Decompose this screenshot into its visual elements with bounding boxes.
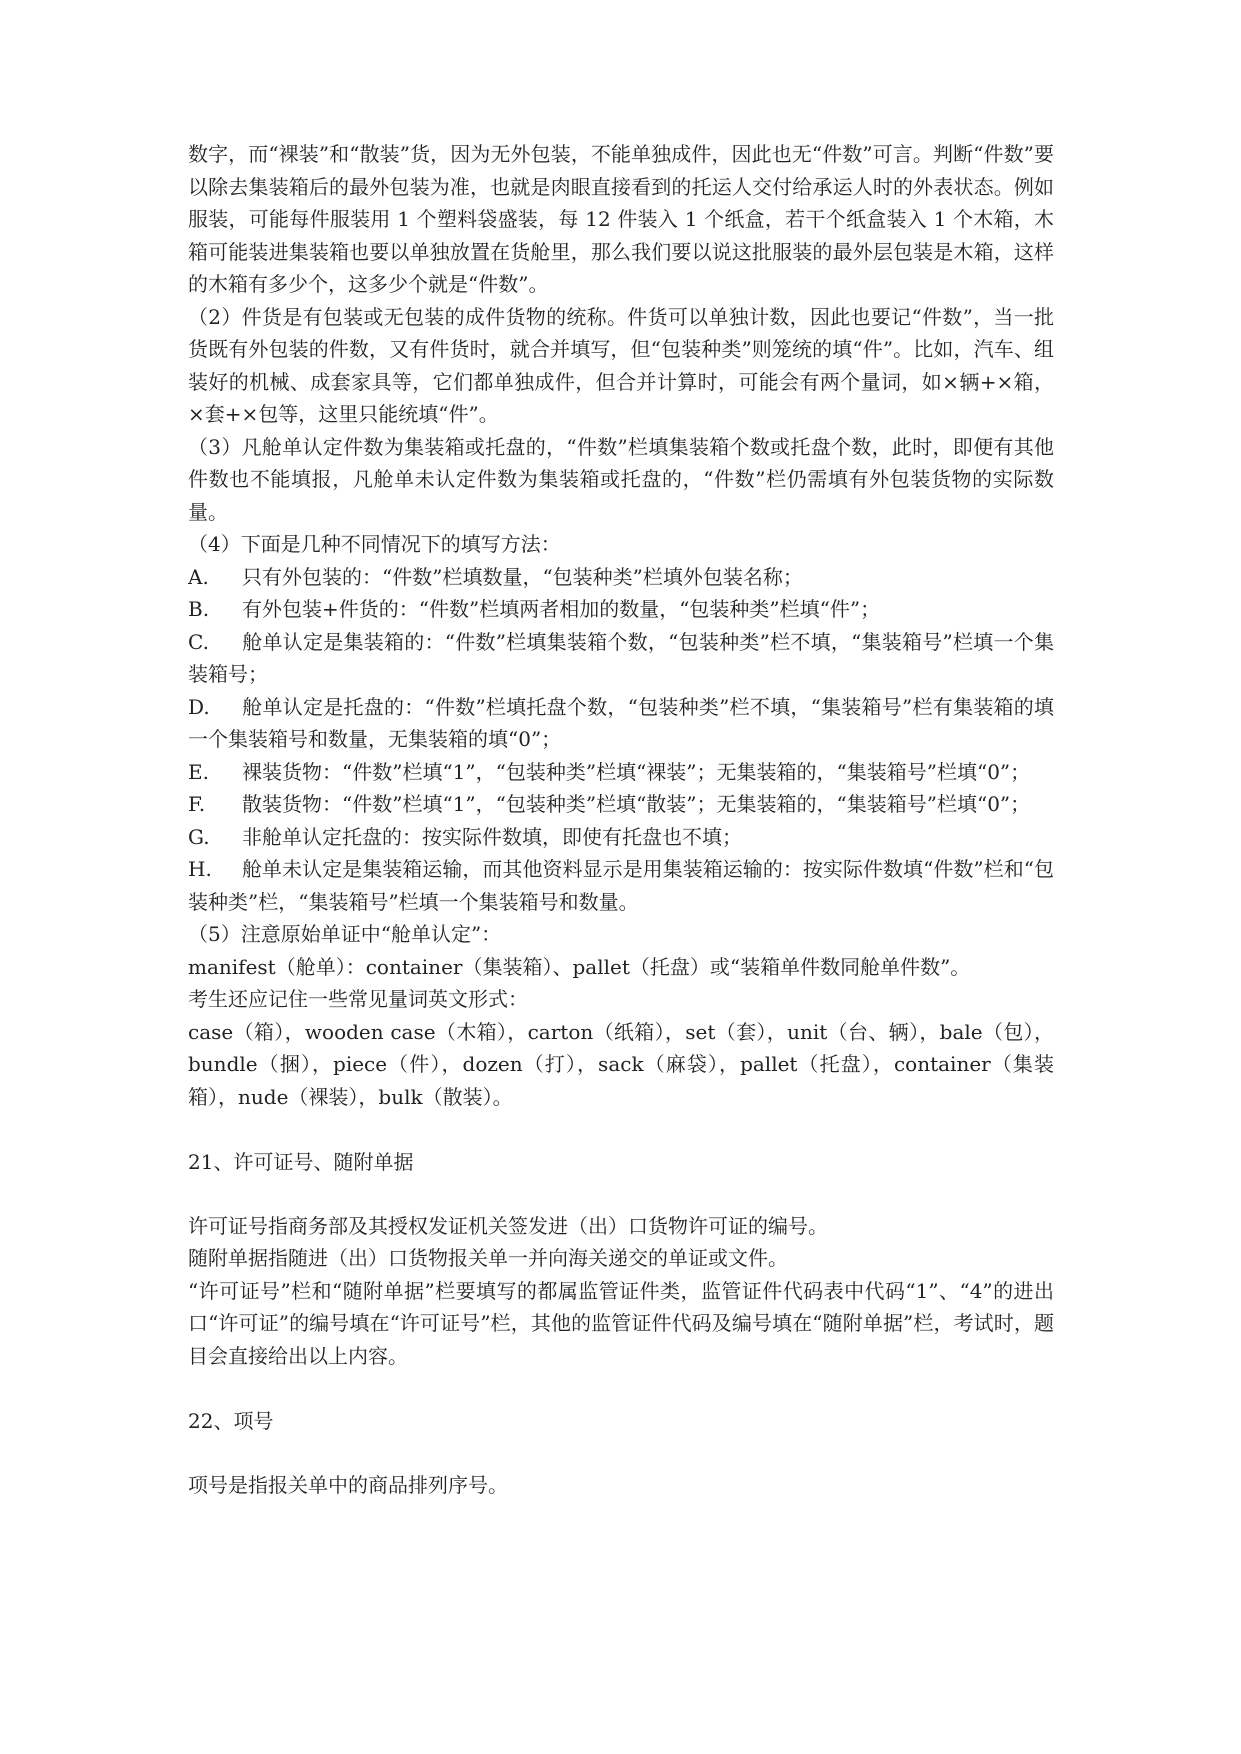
case-letter: G. [188,824,210,849]
case-item-f [188,788,1054,821]
case-letter: B. [188,597,210,621]
case-item-g [188,821,1054,854]
section-21-line-2: 随附单据指随进（出）口货物报关单一并向海关递交的单证或文件。 [188,1246,788,1270]
case-item-b [188,593,1054,626]
point-4-intro: （4）下面是几种不同情况下的填写方法： [188,532,561,556]
section-21-line-1: 许可证号指商务部及其授权发证机关签发进（出）口货物许可证的编号。 [188,1213,828,1238]
case-letter: F. [188,792,206,816]
section-22-heading: 22、项号 [188,1409,274,1433]
case-letter: A. [188,564,209,589]
document-page [188,138,1054,1501]
case-text: 舱单认定是集装箱的：“件数”栏填集装箱个数，“包装种类”栏不填，“集装箱号”栏填一个集装箱号； [188,629,1054,686]
case-text: 裸装货物：“件数”栏填“1”，“包装种类”栏填“裸装”；无集装箱的，“集装箱号”栏填“0”； [242,759,1031,784]
case-letter: H. [188,857,212,881]
case-text: 有外包装+件货的：“件数”栏填两者相加的数量，“包装种类”栏填“件”； [242,597,881,621]
point-2-paragraph: （2）件货是有包装或无包装的成件货物的统称。件货可以单独计数，因此也要记“件数”，当一批货既有外包装的件数，又有件货时，就合并填写，但“包装种类”则笼统的填“件”。比如，汽车、组装好的机械、成套家具等，它们都单独成件，但合并计算时，可能会有两个量词，如×辆+×箱，×套+×包等，这里只能统填“件”。 [188,304,1054,426]
section-21-heading: 21、许可证号、随附单据 [188,1150,414,1174]
case-text: 舱单认定是托盘的：“件数”栏填托盘个数，“包装种类”栏不填，“集装箱号”栏有集装箱的填一个集装箱号和数量，无集装箱的填“0”； [188,694,1054,751]
cases-list [188,561,1054,919]
point-3-paragraph: （3）凡舱单认定件数为集装箱或托盘的，“件数”栏填集装箱个数或托盘个数，此时，即便有其他件数也不能填报，凡舱单未认定件数为集装箱或托盘的，“件数”栏仍需填有外包装货物的实际数量。 [188,434,1054,524]
case-text: 只有外包装的：“件数”栏填数量，“包装种类”栏填外包装名称； [242,564,803,589]
case-item-d [188,691,1054,756]
manifest-line: manifest（舱单）：container（集装箱）、pallet（托盘）或“装箱单件数同舱单件数”。 [188,954,971,979]
case-item-a [188,561,1054,594]
case-letter: C. [188,629,209,654]
reminder-line: 考生还应记住一些常见量词英文形式： [188,987,528,1011]
section-21-line-3: “许可证号”栏和“随附单据”栏要填写的都属监管证件类，监管证件代码表中代码“1”、“4”的进出口“许可证”的编号填在“许可证号”栏，其他的监管证件代码及编号填在“随附单据”栏，考试时，题目会直接给出以上内容。 [188,1278,1054,1368]
point-5-line: （5）注意原始单证中“舱单认定”： [188,922,502,946]
case-text: 散装货物：“件数”栏填“1”，“包装种类”栏填“散装”；无集装箱的，“集装箱号”栏填“0”； [242,792,1031,816]
case-item-c [188,626,1054,691]
case-item-e [188,756,1054,789]
case-item-h [188,853,1054,918]
case-letter: D. [188,694,210,719]
section-22-text: 项号是指报关单中的商品排列序号。 [188,1472,508,1497]
intro-paragraph: 数字，而“裸装”和“散装”货，因为无外包装，不能单独成件，因此也无“件数”可言。判断“件数”要以除去集装箱后的最外包装为准，也就是肉眼直接看到的托运人交付给承运人时的外表状态。例如服装，可能每件服装用 1 个塑料袋盛装，每 12 件装入 1 个纸盒，若干个纸盒装入 1 个木箱，木箱可能装进集装箱也要以单独放置在货舱里，那么我们要以说这批服装的最外层包装是木箱，这样的木箱有多少个，这多少个就是“件数”。 [188,142,1054,296]
case-text: 非舱单认定托盘的：按实际件数填，即使有托盘也不填； [242,824,742,849]
units-paragraph: case（箱），wooden case（木箱），carton（纸箱），set（套），unit（台、辆），bale（包），bundle（捆），piece（件），dozen（打），sack（麻袋），pallet（托盘），container（集装箱），nude（裸装），bulk（散装）。 [188,1019,1054,1109]
case-letter: E. [188,759,209,784]
case-text: 舱单未认定是集装箱运输，而其他资料显示是用集装箱运输的：按实际件数填“件数”栏和“包装种类”栏，“集装箱号”栏填一个集装箱号和数量。 [188,857,1054,914]
